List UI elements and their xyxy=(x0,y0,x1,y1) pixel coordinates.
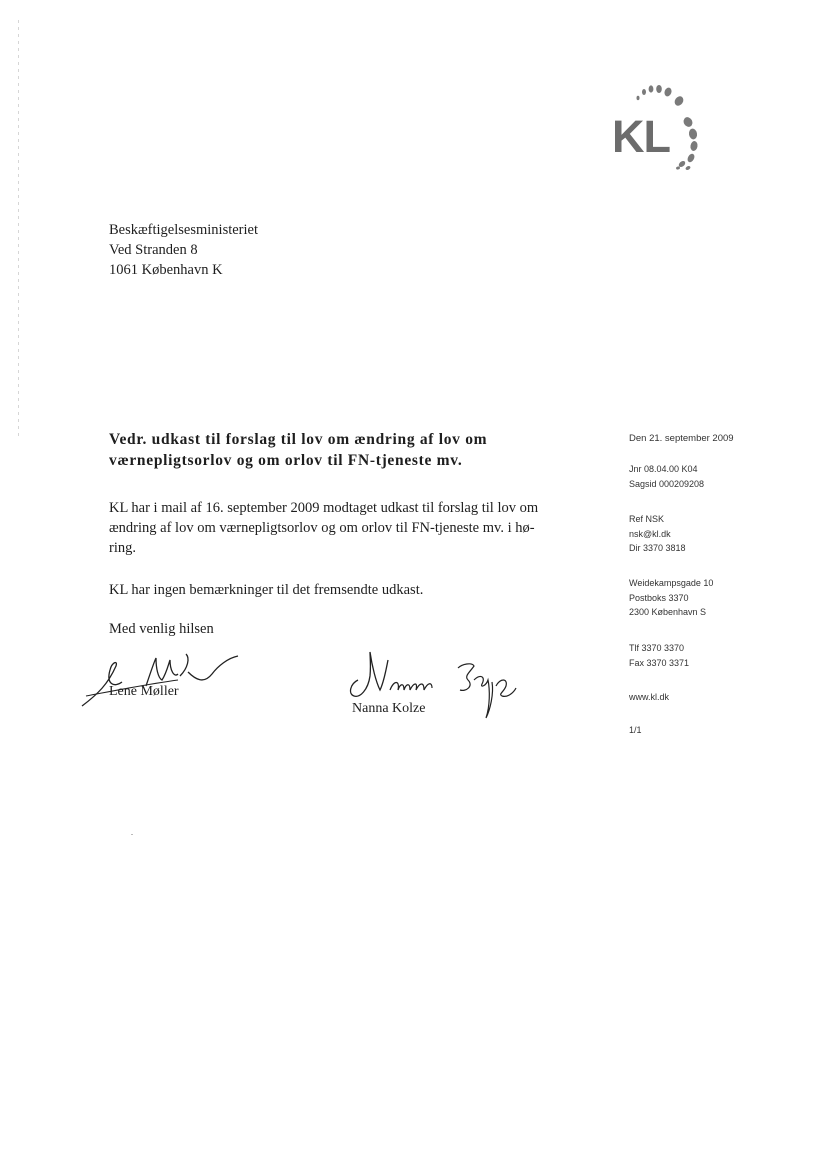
recipient-address xyxy=(109,220,258,280)
reference-initials: Ref NSK xyxy=(629,514,665,524)
case-id: Sagsid 000209208 xyxy=(629,478,705,489)
recipient-city: 1061 København K xyxy=(109,262,223,278)
kl-logo xyxy=(608,84,718,184)
body-line: ændring af lov om værnepligtsorlov og om orlov til FN-tjeneste mv. i hø- xyxy=(109,520,535,536)
contact-email: nsk@kl.dk xyxy=(629,528,671,539)
sidebar-contact xyxy=(629,512,686,556)
body-paragraph-2: KL har ingen bemærkninger til det fremsendte udkast. xyxy=(109,582,424,598)
website: www.kl.dk xyxy=(629,692,670,702)
scan-edge-mark xyxy=(18,20,19,440)
main-phone: Tlf 3370 3370 xyxy=(629,643,685,653)
sidebar-page-number xyxy=(629,723,642,738)
recipient-street: Ved Stranden 8 xyxy=(109,242,198,258)
body-line: KL har i mail af 16. september 2009 modtaget udkast til forslag til lov om xyxy=(109,500,539,516)
signature-nanna-kolze-icon xyxy=(340,646,530,736)
recipient-name: Beskæftigelsesministeriet xyxy=(109,222,259,238)
sidebar-sender-address xyxy=(629,576,713,620)
sender-city: 2300 København S xyxy=(629,607,707,617)
subject-line-2: værnepligtsorlov og om orlov til FN-tjeneste mv. xyxy=(109,452,463,469)
sidebar-date xyxy=(629,432,734,447)
signatory-1-name: Lene Møller xyxy=(109,684,179,699)
logo-text: KL xyxy=(612,111,670,162)
closing-greeting: Med venlig hilsen xyxy=(109,621,214,637)
body-line: ring. xyxy=(109,540,136,556)
direct-phone: Dir 3370 3818 xyxy=(629,543,686,553)
subject-line-1: Vedr. udkast til forslag til lov om ændring af lov om xyxy=(109,431,488,448)
letter-date: Den 21. september 2009 xyxy=(629,433,734,444)
letter-subject xyxy=(109,429,589,471)
scan-speck xyxy=(131,834,133,835)
sender-street: Weidekampsgade 10 xyxy=(629,578,714,588)
page-number: 1/1 xyxy=(629,725,642,735)
signatory-2-name: Nanna Kolze xyxy=(352,701,426,716)
fax-number: Fax 3370 3371 xyxy=(629,657,690,668)
sidebar-website xyxy=(629,690,669,705)
journal-number: Jnr 08.04.00 K04 xyxy=(629,464,698,474)
signature-lene-moller-icon xyxy=(78,644,248,714)
body-paragraph-1 xyxy=(109,498,538,558)
sidebar-phones xyxy=(629,641,689,670)
sender-postbox: Postboks 3370 xyxy=(629,592,689,603)
sidebar-reference-numbers xyxy=(629,462,704,491)
